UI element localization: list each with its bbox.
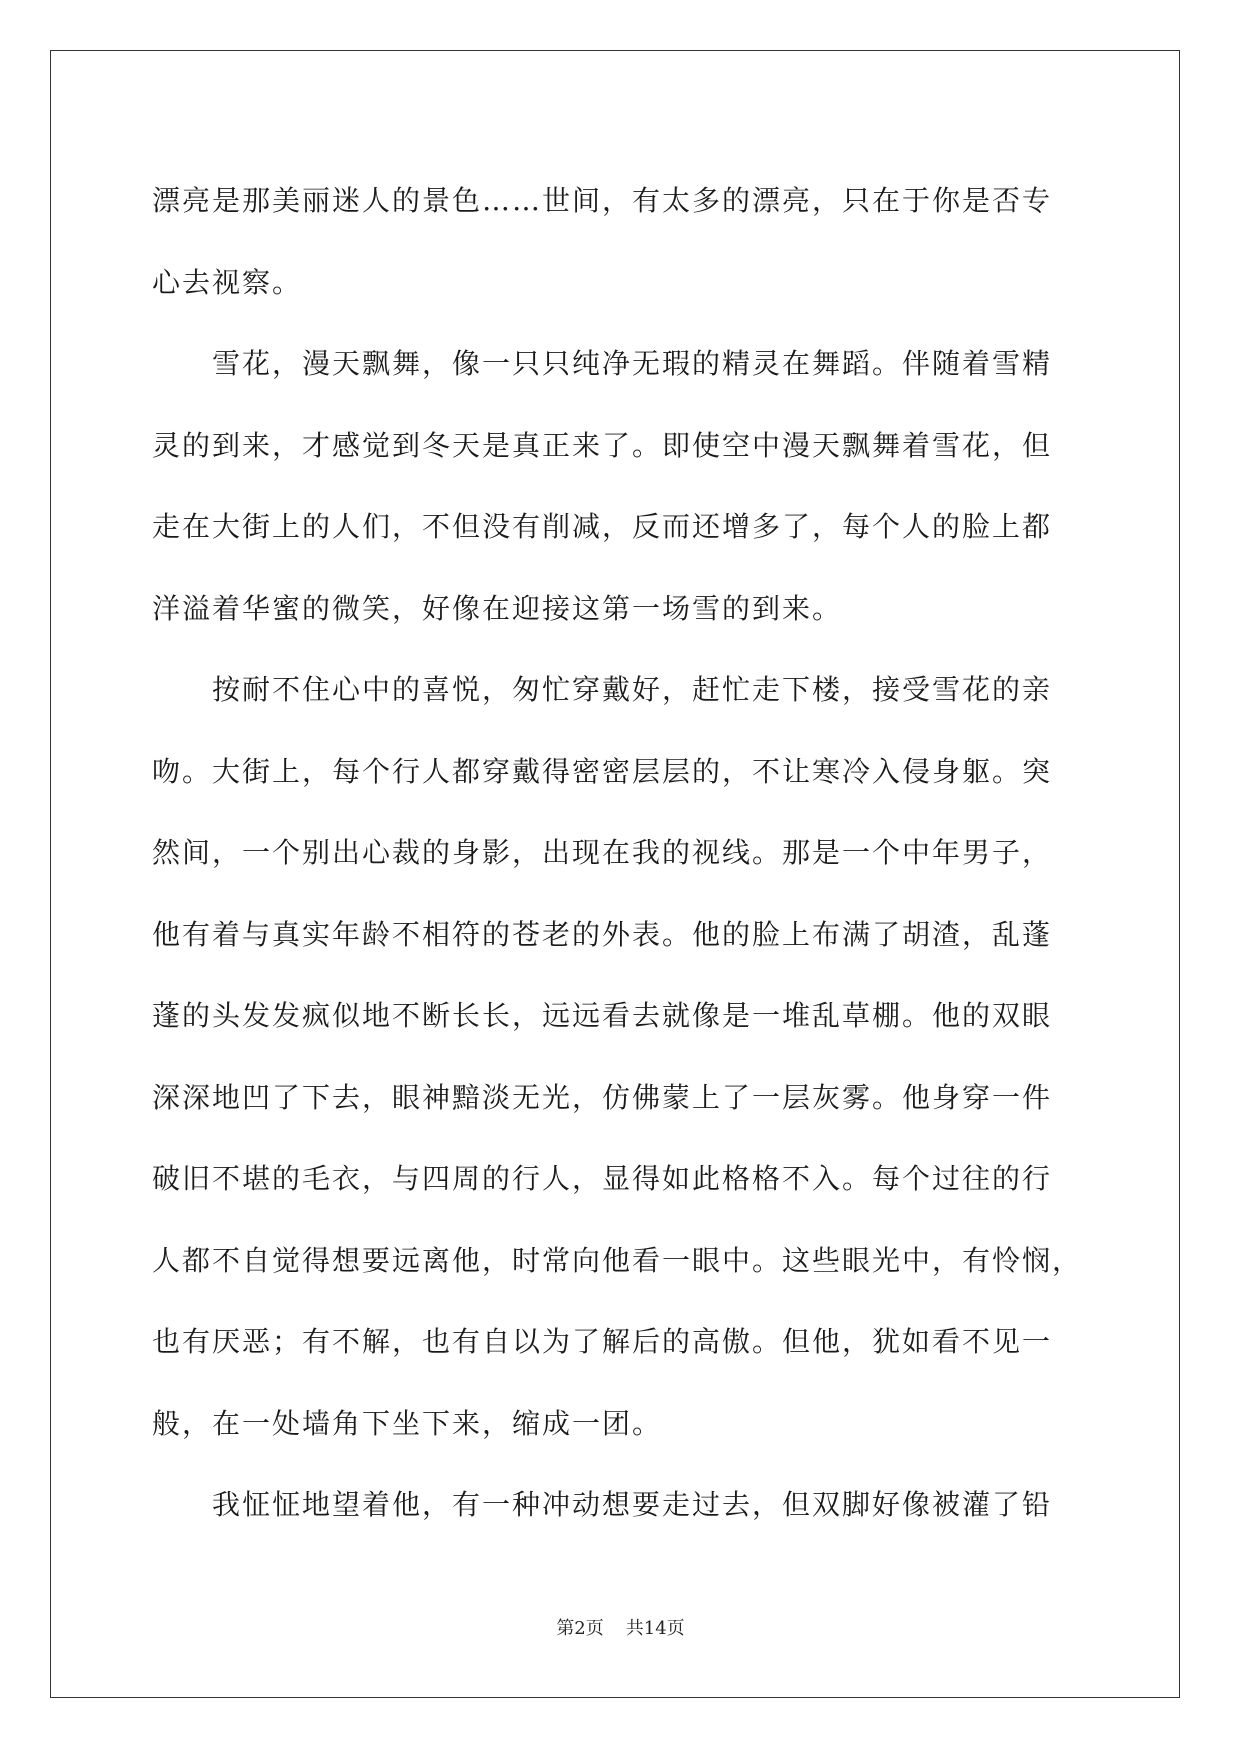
text-line: 也有厌恶；有不解，也有自以为了解后的高傲。但他，犹如看不见一 bbox=[152, 1325, 1053, 1358]
text-line: 走在大街上的人们，不但没有削减，反而还增多了，每个人的脸上都 bbox=[152, 510, 1053, 543]
text-line: 洋溢着华蜜的微笑，好像在迎接这第一场雪的到来。 bbox=[152, 591, 843, 625]
paragraph-1 bbox=[152, 160, 1082, 323]
text-line: 漂亮是那美丽迷人的景色……世间，有太多的漂亮，只在于你是否专 bbox=[152, 184, 1053, 217]
text-line: 吻。大街上，每个行人都穿戴得密密层层的，不让寒冷入侵身躯。突 bbox=[152, 754, 1053, 788]
text-line: 破旧不堪的毛衣，与四周的行人，显得如此格格不入。每个过往的行 bbox=[152, 1162, 1053, 1195]
paragraph-4 bbox=[152, 1464, 1082, 1546]
page-footer bbox=[0, 1614, 1241, 1640]
paragraph-2 bbox=[152, 323, 1082, 649]
text-line: 他有着与真实年龄不相符的苍老的外表。他的脸上布满了胡渣，乱蓬 bbox=[152, 917, 1053, 951]
paragraph-3 bbox=[152, 649, 1082, 1464]
document-body bbox=[152, 160, 1082, 1546]
text-line: 深深地凹了下去，眼神黯淡无光，仿佛蒙上了一层灰雾。他身穿一件 bbox=[152, 1080, 1053, 1114]
page-total: 共14页 bbox=[625, 1618, 685, 1639]
text-line: 人都不自觉得想要远离他，时常向他看一眼中。这些眼光中，有怜悯， bbox=[152, 1243, 1083, 1277]
text-line: 般，在一处墙角下坐下来，缩成一团。 bbox=[152, 1406, 663, 1440]
text-line: 心去视察。 bbox=[152, 265, 303, 299]
text-line: 按耐不住心中的喜悦，匆忙穿戴好，赶忙走下楼，接受雪花的亲 bbox=[212, 673, 1053, 706]
text-line: 然间，一个别出心裁的身影，出现在我的视线。那是一个中年男子， bbox=[152, 836, 1053, 869]
text-line: 蓬的头发发疯似地不断长长，远远看去就像是一堆乱草棚。他的双眼 bbox=[152, 999, 1053, 1032]
page-number: 第2页 bbox=[556, 1618, 604, 1639]
text-line: 灵的到来，才感觉到冬天是真正来了。即使空中漫天飘舞着雪花，但 bbox=[152, 428, 1053, 462]
text-line: 我怔怔地望着他，有一种冲动想要走过去，但双脚好像被灌了铅 bbox=[212, 1488, 1053, 1521]
text-line: 雪花，漫天飘舞，像一只只纯净无瑕的精灵在舞蹈。伴随着雪精 bbox=[212, 347, 1053, 380]
